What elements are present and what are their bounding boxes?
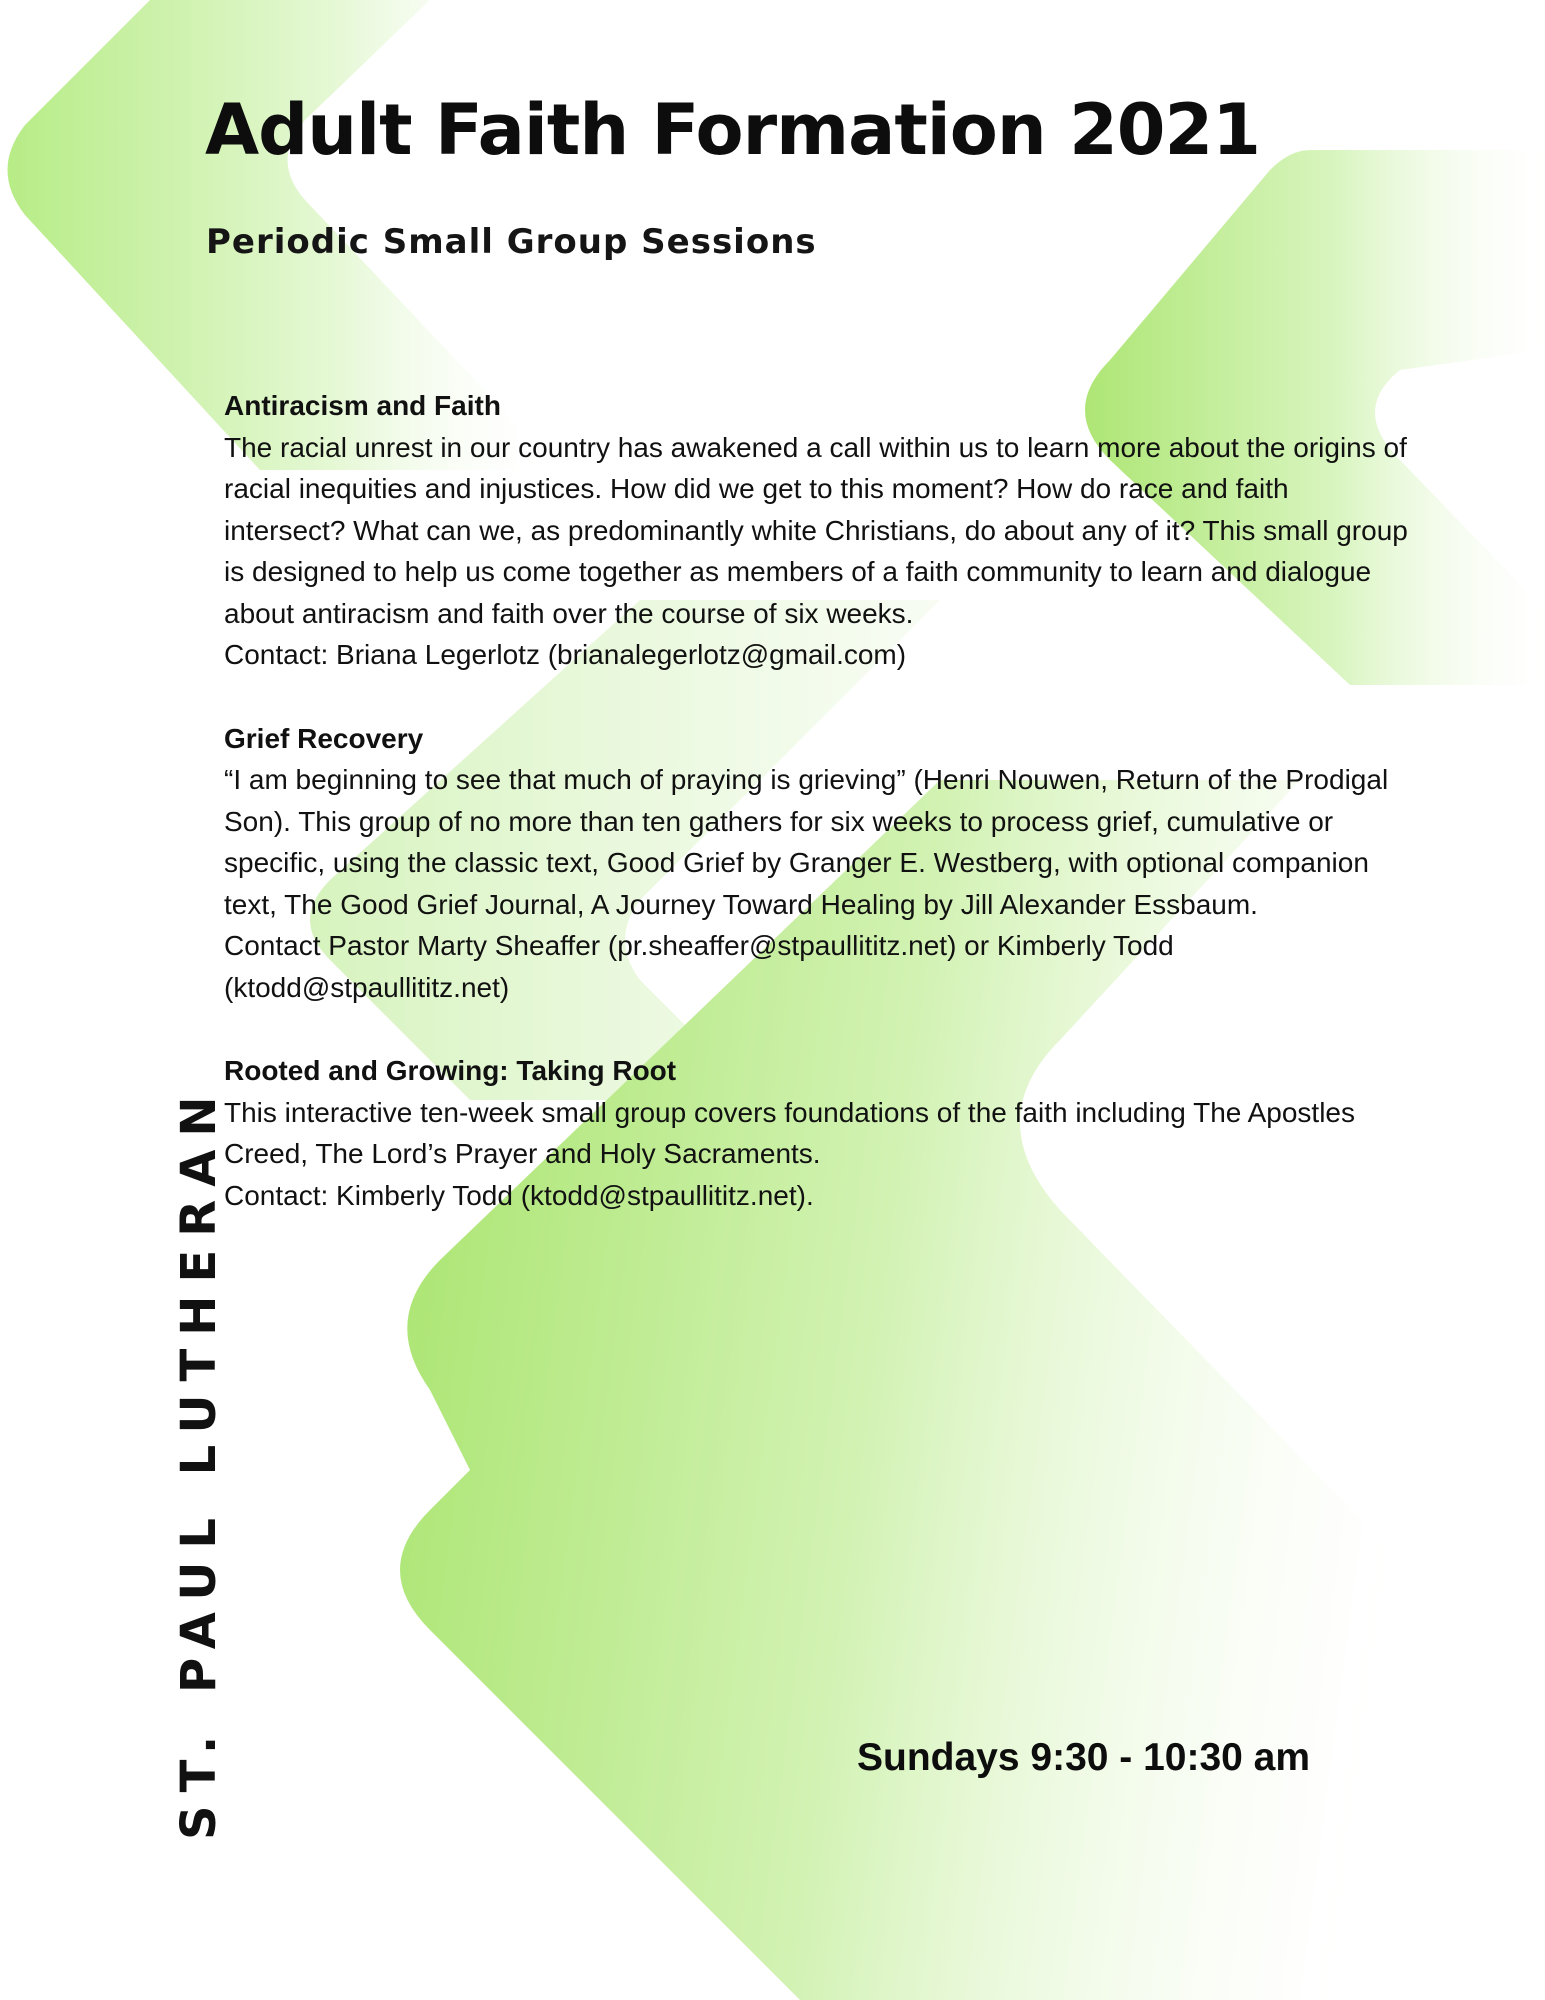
session-description <box>224 1092 1524 1217</box>
session-line: specific, using the classic text, Good Grief by Granger E. Westberg, with optional companion <box>224 847 1369 878</box>
session-line: Creed, The Lord’s Prayer and Holy Sacraments. <box>224 1138 821 1169</box>
session-contact: Contact Pastor Marty Sheaffer (pr.sheaffer@stpaullititz.net) or Kimberly Todd <box>224 930 1174 961</box>
session-contact: (ktodd@stpaullititz.net) <box>224 971 510 1003</box>
session-line: The racial unrest in our country has awakened a call within us to learn more about the origins of <box>224 431 1407 463</box>
session-contact: Contact: Briana Legerlotz (brianalegerlotz@gmail.com) <box>224 639 907 670</box>
session-line: “I am beginning to see that much of praying is grieving” (Henri Nouwen, Return of the Prodigal <box>224 764 1389 795</box>
session-line: racial inequities and injustices. How did we get to this moment? How do race and faith <box>224 473 1289 504</box>
session-line: Son). This group of no more than ten gathers for six weeks to process grief, cumulative or <box>224 805 1334 837</box>
session-title: Rooted and Growing: Taking Root <box>224 1055 677 1086</box>
session-line: intersect? What can we, as predominantly white Christians, do about any of it? This small group <box>224 514 1408 546</box>
session-contact: Contact: Kimberly Todd (ktodd@stpaullititz.net). <box>224 1179 814 1211</box>
session-grief-recovery <box>224 718 1524 1009</box>
session-title: Grief Recovery <box>224 722 424 754</box>
church-name-vertical: ST. PAUL LUTHERAN <box>171 1083 227 1840</box>
schedule-time: Sundays 9:30 - 10:30 am <box>857 1736 1311 1779</box>
session-line: This interactive ten-week small group covers foundations of the faith including The Apostles <box>224 1096 1355 1128</box>
session-list <box>224 385 1524 1258</box>
session-line: about antiracism and faith over the course of six weeks. <box>224 597 914 629</box>
page-subtitle: Periodic Small Group Sessions <box>206 222 817 262</box>
session-line: text, The Good Grief Journal, A Journey Toward Healing by Jill Alexander Essbaum. <box>224 888 1258 920</box>
session-description <box>224 759 1524 1008</box>
session-antiracism <box>224 385 1524 676</box>
session-title: Antiracism and Faith <box>224 390 501 421</box>
session-rooted-and-growing <box>224 1050 1524 1216</box>
session-line: is designed to help us come together as members of a faith community to learn and dialogue <box>224 556 1372 587</box>
page-title: Adult Faith Formation 2021 <box>205 89 1260 171</box>
session-description <box>224 427 1524 676</box>
